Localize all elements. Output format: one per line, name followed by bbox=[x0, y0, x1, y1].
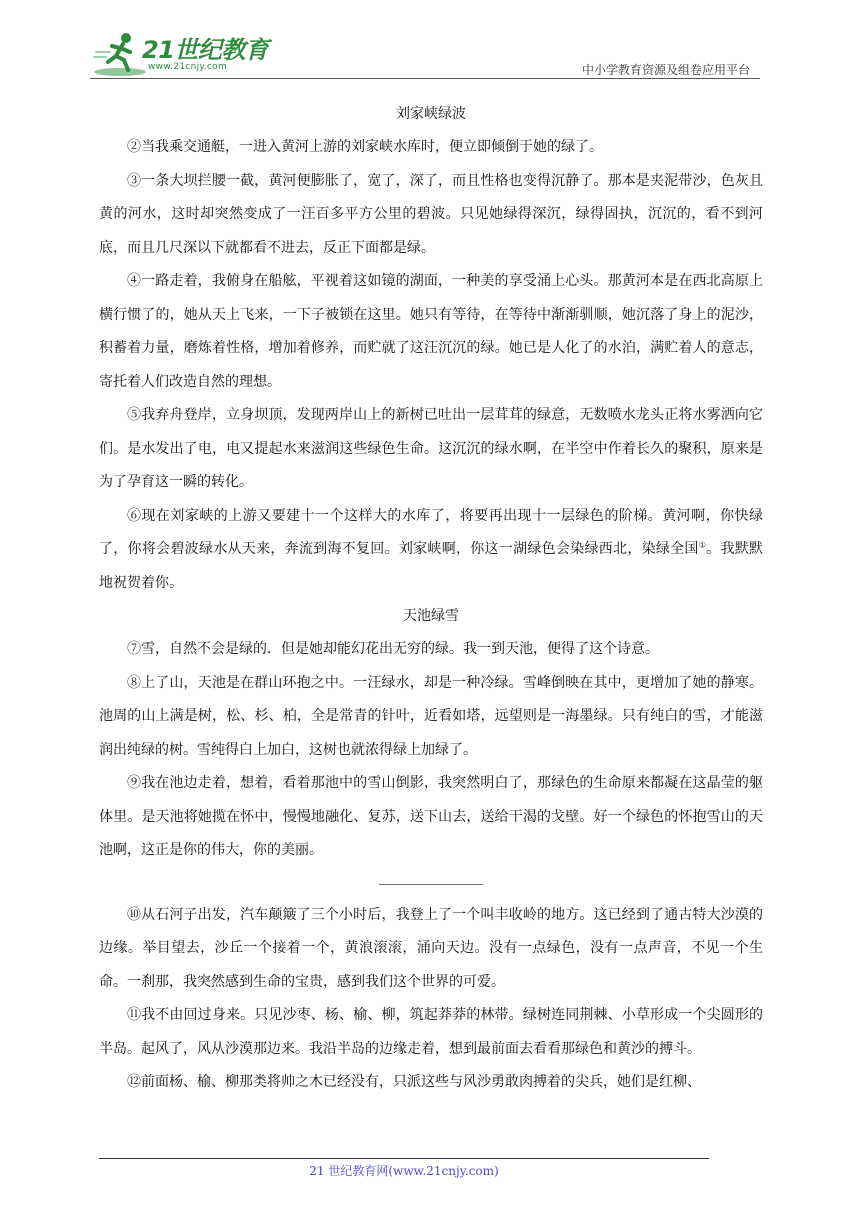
paragraph-2: ②当我乘交通艇，一进入黄河上游的刘家峡水库时，便立即倾倒于她的绿了。 bbox=[127, 139, 603, 155]
site-logo[interactable] bbox=[90, 28, 269, 80]
header-divider bbox=[90, 78, 760, 79]
paragraph-12: ⑫前面杨、榆、柳那类将帅之木已经没有，只派这些与风沙勇敢肉搏着的尖兵，她们是红柳、 bbox=[127, 1074, 701, 1090]
paragraph-6-text: ⑥现在刘家峡的上游又要建十一个这样大的水库了，将要再出现十一层绿色的阶梯。黄河啊，你快绿了，你将会碧波绿水从天来，奔流到海不复回。刘家峡啊，你这一湖绿色会染绿西北，染绿全国 bbox=[99, 507, 763, 557]
page-header bbox=[90, 28, 760, 80]
article-body bbox=[99, 98, 763, 1100]
section-title-liujiaxia: 刘家峡绿波 bbox=[396, 106, 466, 122]
footer-divider bbox=[99, 1158, 709, 1159]
paragraph-6 bbox=[99, 500, 763, 601]
paragraph-11: ⑪我不由回过身来。只见沙枣、杨、榆、柳，筑起莽莽的林带。绿树连同荆棘、小草形成一个尖圆形的半岛。起风了，风从沙漠那边来。我沿半岛的边缘走着，想到最前面去看看那绿色和黄沙的搏斗。 bbox=[99, 1007, 763, 1057]
paragraph-4: ④一路走着，我俯身在船舷，平视着这如镜的湖面，一种美的享受涌上心头。那黄河本是在西北高原上横行惯了的，她从天上飞来，一下子被锁在这里。她只有等待，在等待中渐渐驯顺，她沉落了身上的泥沙，积蓄着力量，磨炼着性格，增加着修养，而贮就了这汪沉沉的绿。她已是人化了的水泊，满贮着人的意志，寄托着人们改造自然的理想。 bbox=[99, 273, 763, 390]
paragraph-7: ⑦雪，自然不会是绿的．但是她却能幻花出无穷的绿。我一到天池，便得了这个诗意。 bbox=[127, 641, 659, 657]
title-blank-line bbox=[379, 884, 483, 885]
paragraph-8: ⑧上了山，天池是在群山环抱之中。一汪绿水，却是一种冷绿。雪峰倒映在其中，更增加了她的静寒。池周的山上满是树，松、杉、柏，全是常青的针叶，近看如塔，远望则是一海墨绿。只有纯白的雪，才能滋润出纯绿的树。雪纯得白上加白，这树也就浓得绿上加绿了。 bbox=[99, 674, 763, 758]
paragraph-3: ③一条大坝拦腰一截，黄河便膨胀了，宽了，深了，而且性格也变得沉静了。那本是夹泥带沙，色灰且黄的河水，这时却突然变成了一汪百多平方公里的碧波。只见她绿得深沉，绿得固执，沉沉的，看不到河底，而且几尺深以下就都看不进去，反正下面都是绿。 bbox=[99, 172, 763, 256]
footer-link[interactable]: 21 世纪教育网(www.21cnjy.com) bbox=[309, 1164, 499, 1178]
section-title-tianchi: 天池绿雪 bbox=[403, 608, 459, 624]
platform-name: 中小学教育资源及组卷应用平台 bbox=[581, 63, 750, 77]
paragraph-9: ⑨我在池边走着，想着，看着那池中的雪山倒影，我突然明白了，那绿色的生命原来都凝在这晶莹的躯体里。是天池将她揽在怀中，慢慢地融化、复苏，送下山去，送给干渴的戈壁。好一个绿色的怀抱雪山的天池啊，这正是你的伟大，你的美丽。 bbox=[99, 775, 763, 858]
paragraph-5: ⑤我弃舟登岸，立身坝顶，发现两岸山上的新树已吐出一层茸茸的绿意，无数喷水龙头正将水雾洒向它们。是水发出了电，电又提起水来滋润这些绿色生命。这沉沉的绿水啊，在半空中作着长久的聚积，原来是为了孕育这一瞬的转化。 bbox=[99, 407, 763, 490]
logo-text: 21世纪教育 bbox=[142, 36, 269, 64]
runner-icon bbox=[90, 28, 150, 80]
paragraph-6-tail: 。我默默地祝贺着你。 bbox=[99, 541, 764, 591]
paragraph-10: ⑩从石河子出发，汽车颠簸了三个小时后，我登上了一个叫丰收岭的地方。这已经到了通古特大沙漠的边缘。举目望去，沙丘一个接着一个，黄浪滚滚，涌向天边。没有一点绿色，没有一点声音，不见一个生命。一刹那，我突然感到生命的宝贵，感到我们这个世界的可爱。 bbox=[99, 906, 763, 990]
logo-url: www.21cnjy.com bbox=[148, 62, 228, 72]
footnote-marker[interactable]: ① bbox=[698, 540, 707, 550]
